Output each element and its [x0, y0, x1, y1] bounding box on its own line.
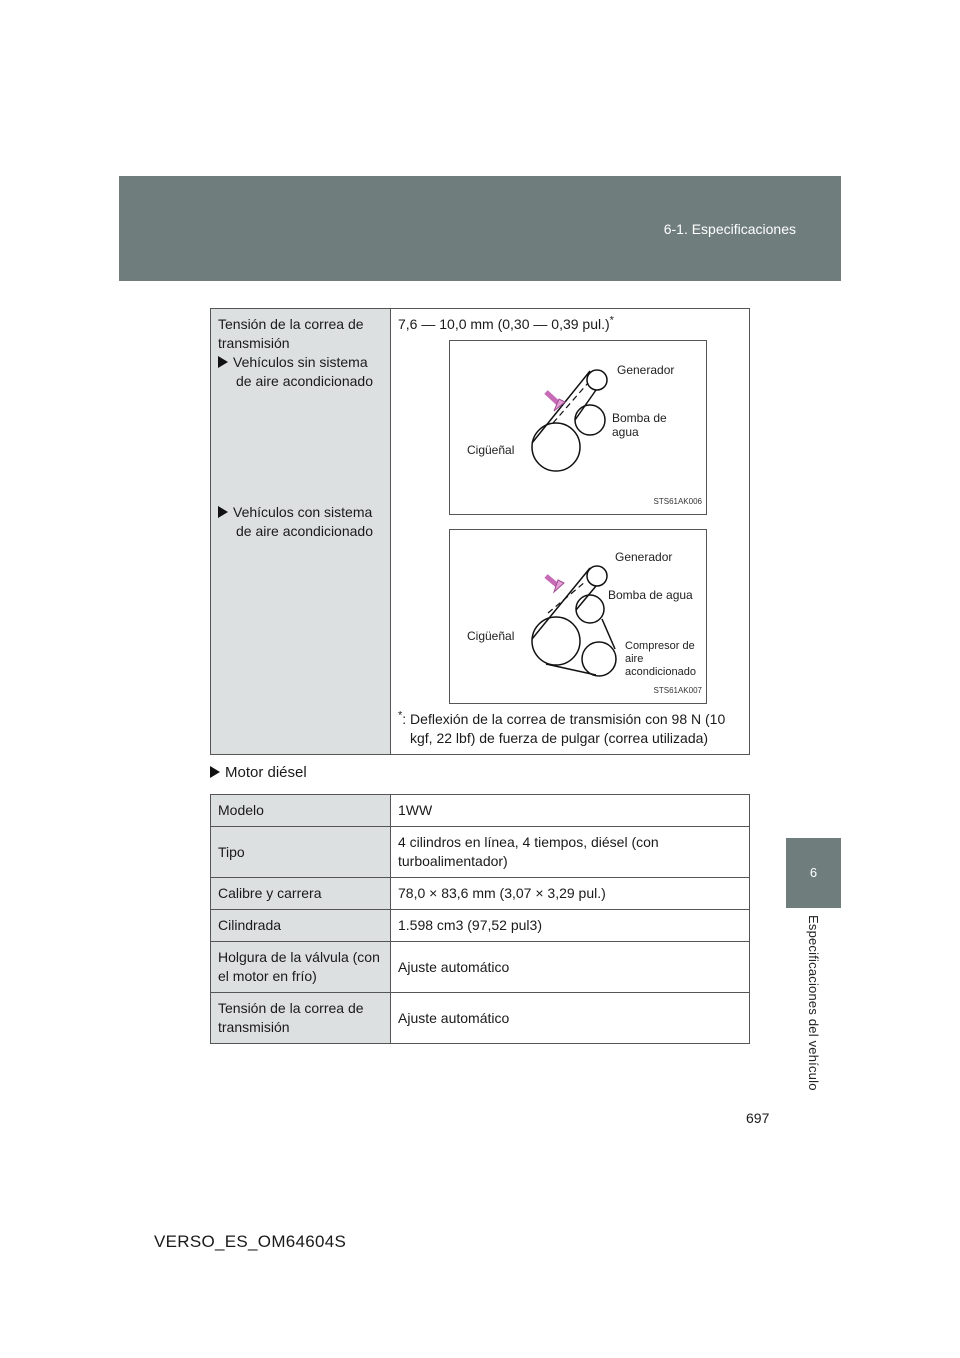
belt-label-cell [211, 309, 391, 755]
page-number: 697 [746, 1110, 770, 1126]
spec-label: Modelo [211, 795, 391, 827]
table-row [211, 878, 750, 910]
chapter-tab: 6 [786, 838, 841, 908]
label-generador: Generador [615, 550, 673, 564]
belt-diagram-ac [449, 529, 707, 704]
spec-value: 1.598 cm3 (97,52 pul3) [391, 910, 750, 942]
label-bomba: Bomba de agua [608, 588, 693, 602]
belt-footnote: *: Deflexión de la correa de transmisión con 98 N (10 kgf, 22 lbf) de fuerza de pulgar (correa utilizada) [398, 709, 726, 746]
label-cigueñal: Cigüeñal [467, 443, 515, 457]
label-bomba: Bomba de agua [612, 411, 667, 439]
chapter-label: Especificaciones del vehículo [806, 915, 821, 1091]
spec-value: Ajuste automático [391, 942, 750, 993]
section-title: 6-1. Especificaciones [663, 221, 796, 237]
spec-label: Cilindrada [211, 910, 391, 942]
spec-label: Tensión de la correa de transmisión [211, 993, 391, 1044]
spec-label: Calibre y carrera [211, 878, 391, 910]
label-generador: Generador [617, 363, 675, 377]
spec-value: 4 cilindros en línea, 4 tiempos, diésel (con turboalimentador) [391, 827, 750, 878]
triangle-bullet-icon [210, 766, 220, 778]
header-band [119, 176, 841, 281]
diagram-code: STS61AK007 [653, 686, 702, 695]
table-row [211, 910, 750, 942]
label-compresor: Compresor de aire acondicionado [625, 640, 696, 678]
triangle-bullet-icon [218, 356, 228, 368]
spec-label: Tipo [211, 827, 391, 878]
label-cigueñal: Cigüeñal [467, 629, 515, 643]
motor-heading: Motor diésel [210, 764, 307, 781]
belt-label-no-ac: Vehículos sin sistema de aire acondicionado [218, 353, 383, 391]
table-row [211, 993, 750, 1044]
belt-label-ac: Vehículos con sistema de aire acondicionado [218, 503, 383, 541]
table-row [211, 827, 750, 878]
spec-value: Ajuste automático [391, 993, 750, 1044]
spec-value: 1WW [391, 795, 750, 827]
document-id: VERSO_ES_OM64604S [154, 1232, 347, 1251]
table-row [211, 942, 750, 993]
belt-label-title: Tensión de la correa de transmisión [218, 316, 364, 351]
belt-tension-table [210, 308, 750, 755]
belt-value: 7,6 — 10,0 mm (0,30 — 0,39 pul.)* [398, 314, 614, 332]
spec-value: 78,0 × 83,6 mm (3,07 × 3,29 pul.) [391, 878, 750, 910]
diagram-code: STS61AK006 [653, 497, 702, 506]
spec-label: Holgura de la válvula (con el motor en frío) [211, 942, 391, 993]
diesel-spec-table [210, 794, 750, 1044]
belt-value-cell [391, 309, 750, 755]
belt-diagram-no-ac [449, 340, 707, 515]
triangle-bullet-icon [218, 506, 228, 518]
table-row [211, 795, 750, 827]
